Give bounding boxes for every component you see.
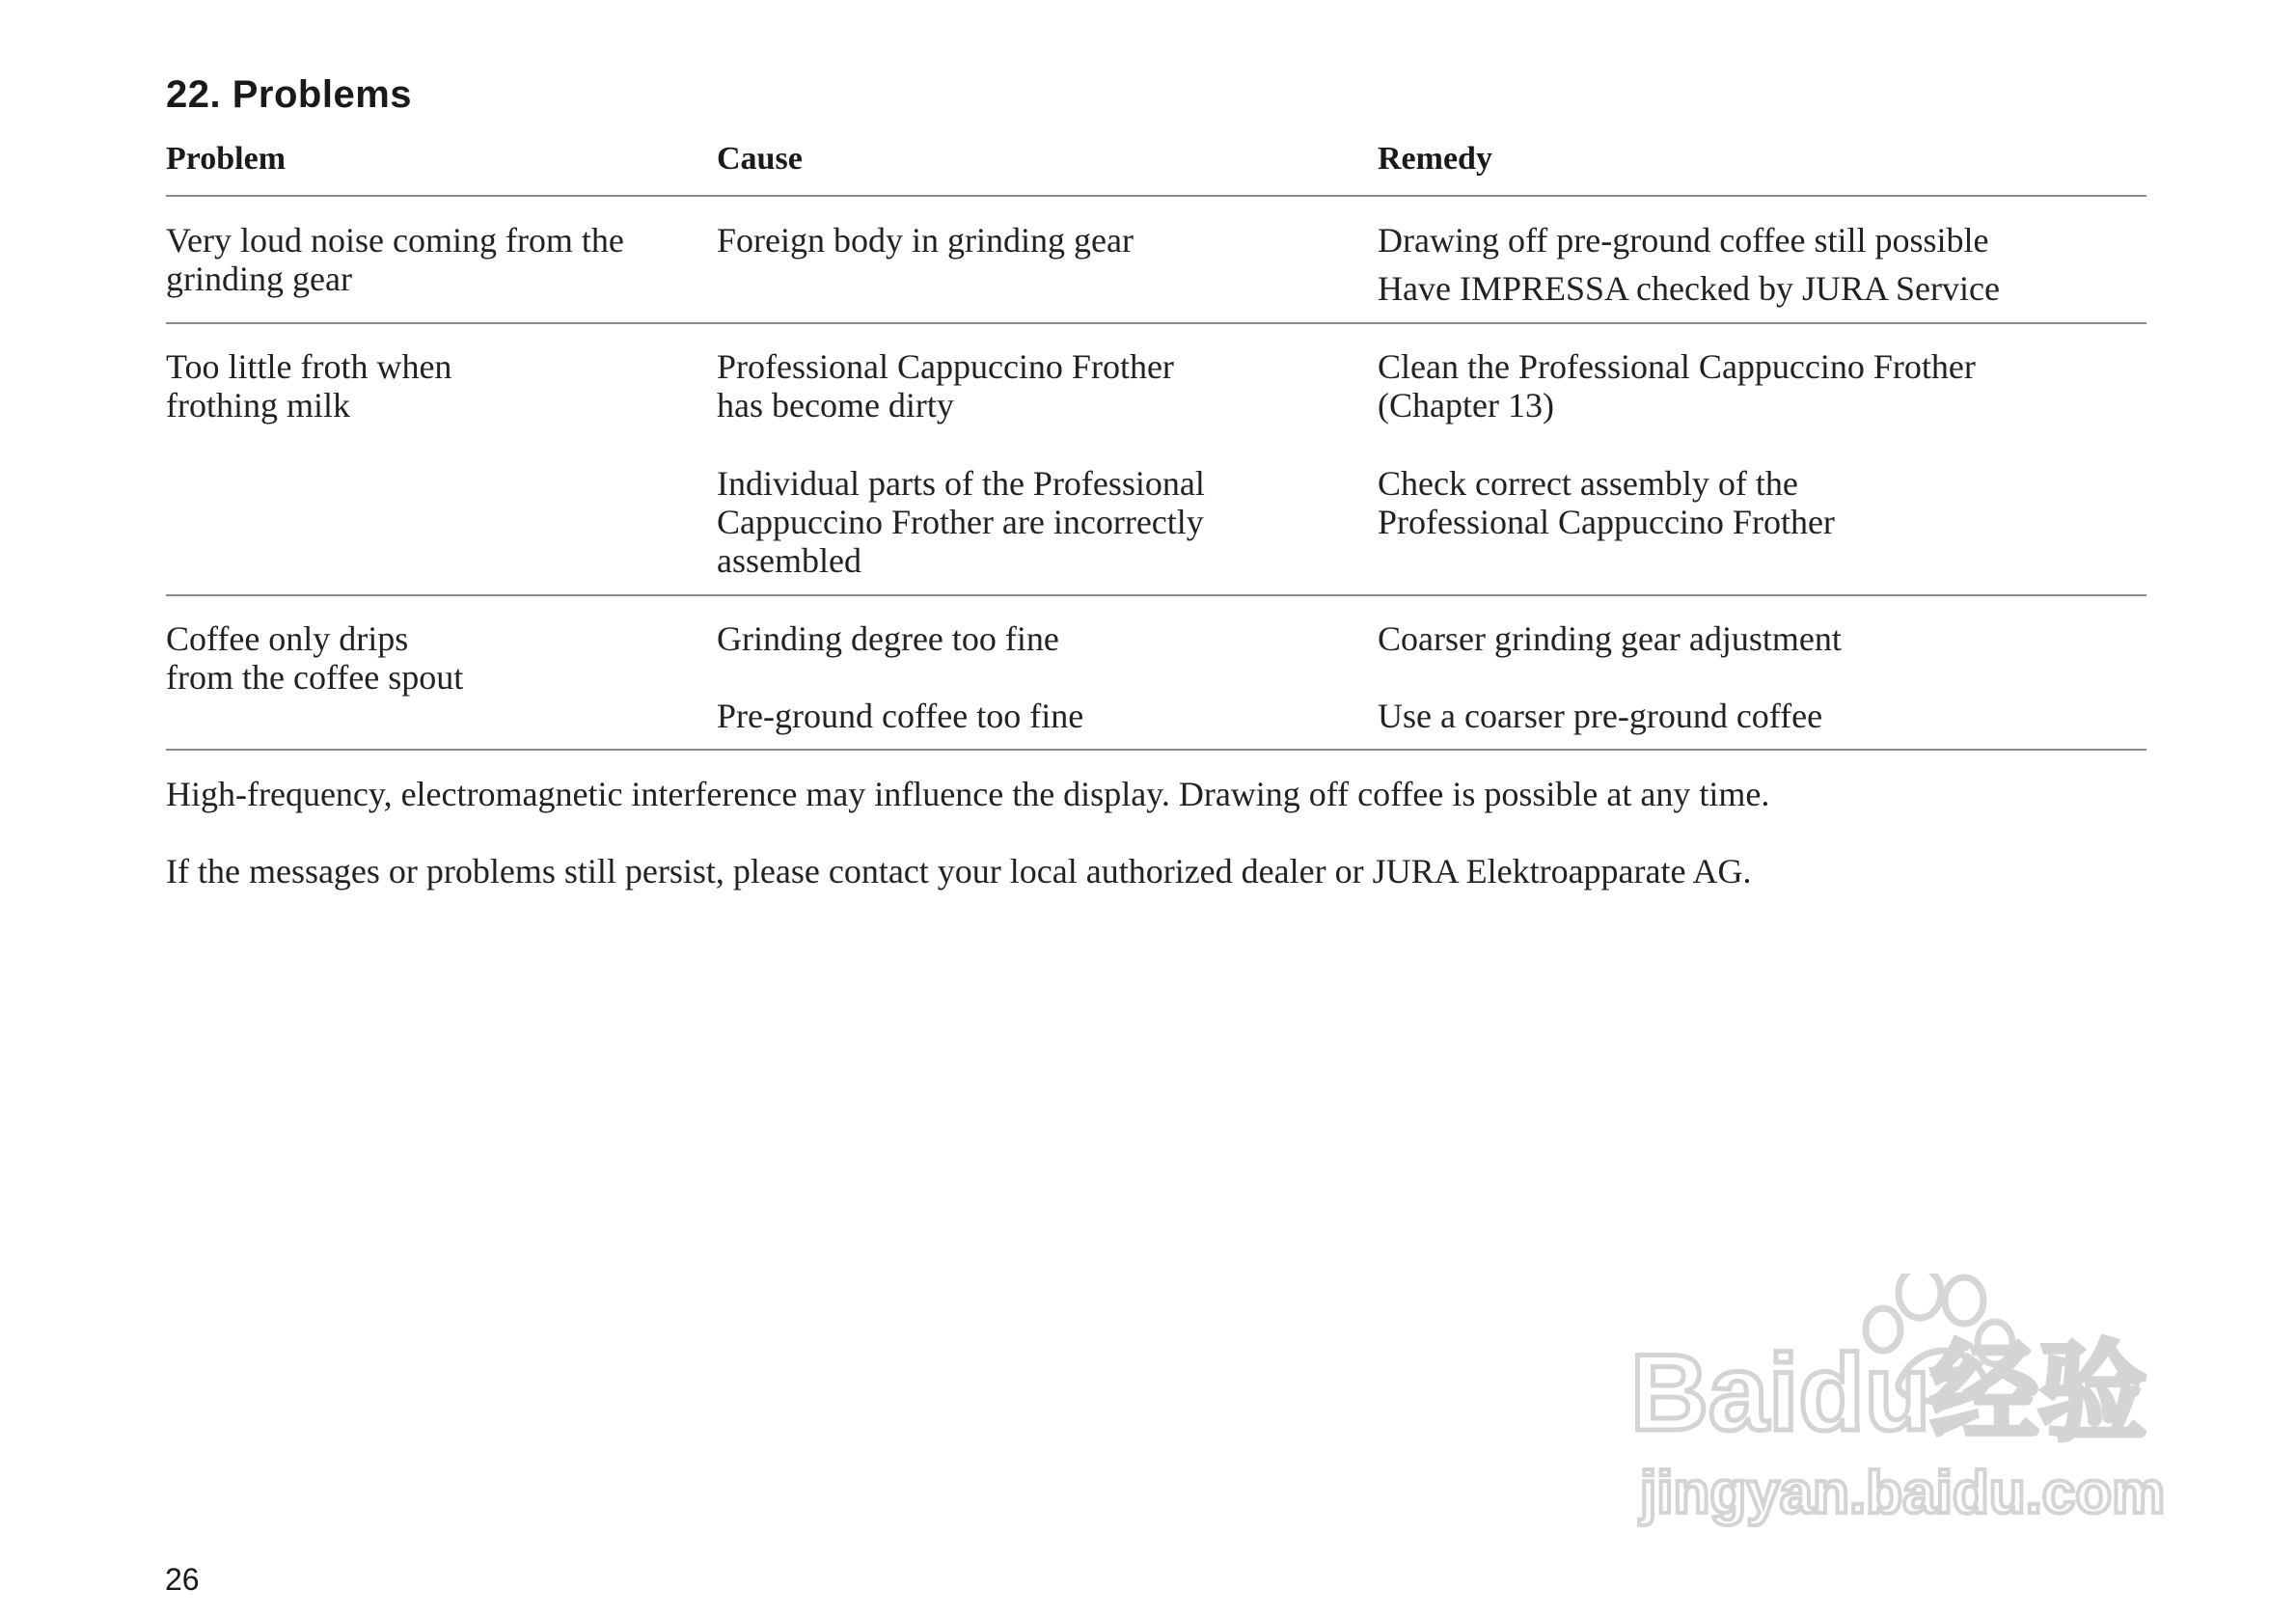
watermark-brand: Baidu经验: [1630, 1332, 2147, 1453]
page-number: 26: [165, 1562, 200, 1597]
row-3-remedy-line: Coarser grinding gear adjustment: [1378, 619, 1842, 658]
row-3-remedy-2: [1378, 697, 1822, 735]
row-1-remedy-line: Drawing off pre-ground coffee still possible: [1378, 221, 1989, 260]
row-2-remedy-line: (Chapter 13): [1378, 386, 1554, 425]
row-2-problem-line: frothing milk: [166, 386, 350, 425]
row-divider: [166, 322, 2146, 324]
row-3-problem-line: Coffee only drips: [166, 619, 409, 658]
header-divider: [166, 195, 2146, 197]
row-2-cause-1: [717, 347, 1174, 425]
row-2-remedy-1: [1378, 347, 1976, 425]
row-3-cause-1: [717, 619, 1059, 658]
row-1-problem-line: Very loud noise coming from the: [166, 221, 624, 260]
column-header-remedy: Remedy: [1378, 141, 1492, 177]
note-contact-dealer: If the messages or problems still persist, please contact your local authorized dealer or JURA Elektroapparate AG.: [166, 852, 1752, 891]
row-3-cause-line: Pre-ground coffee too fine: [717, 697, 1084, 735]
row-3-problem-line: from the coffee spout: [166, 658, 464, 697]
row-1-cause: [717, 221, 1134, 260]
row-3-problem: [166, 619, 463, 697]
row-2-remedy-line: Professional Cappuccino Frother: [1378, 503, 1835, 541]
column-header-cause: Cause: [717, 141, 803, 177]
table-bottom-rule: [166, 749, 2146, 751]
row-divider: [166, 594, 2146, 596]
row-3-remedy-line: Use a coarser pre-ground coffee: [1378, 697, 1823, 735]
row-2-cause-2: [717, 464, 1205, 580]
row-3-remedy-1: [1378, 619, 1842, 658]
row-2-cause-line: has become dirty: [717, 386, 954, 425]
row-2-problem-line: Too little froth when: [166, 347, 452, 386]
row-1-remedy-line: Have IMPRESSA checked by JURA Service: [1378, 269, 2000, 308]
column-header-problem: Problem: [166, 141, 287, 177]
row-3-cause-2: [717, 697, 1083, 735]
row-1-problem: [166, 221, 624, 298]
row-2-remedy-line: Clean the Professional Cappuccino Frother: [1378, 347, 1976, 386]
row-1-problem-line: grinding gear: [166, 260, 352, 298]
row-2-remedy-2: [1378, 464, 1835, 541]
row-1-remedy-2: [1378, 269, 2000, 308]
row-1-remedy-1: [1378, 221, 1989, 260]
section-title: 22. Problems: [166, 73, 413, 116]
note-interference: High-frequency, electromagnetic interference may influence the display. Drawing off coffee is possible at any time.: [166, 775, 1770, 813]
baidu-watermark: [1630, 1274, 2171, 1544]
row-1-cause-line: Foreign body in grinding gear: [717, 221, 1134, 260]
row-2-cause-line: Individual parts of the Professional: [717, 464, 1205, 503]
row-2-problem: [166, 347, 451, 425]
row-2-cause-line: Professional Cappuccino Frother: [717, 347, 1174, 386]
row-3-cause-line: Grinding degree too fine: [717, 619, 1059, 658]
watermark-url: jingyan.baidu.com: [1640, 1460, 2166, 1526]
row-2-cause-line: assembled: [717, 541, 861, 580]
row-2-remedy-line: Check correct assembly of the: [1378, 464, 1798, 503]
row-2-cause-line: Cappuccino Frother are incorrectly: [717, 503, 1204, 541]
